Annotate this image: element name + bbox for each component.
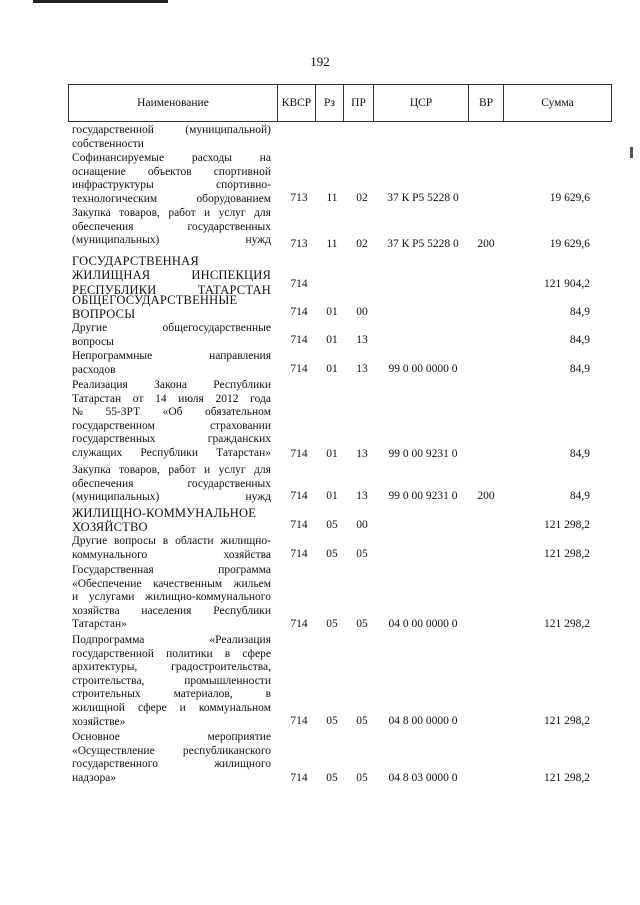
row-csr: 04 0 00 0000 0 xyxy=(388,618,458,631)
row-sum: 121 298,2 xyxy=(544,548,590,561)
table-row xyxy=(0,124,640,150)
row-name-line: Другие общегосударственные xyxy=(72,322,271,334)
row-name-line: государственного жилищного xyxy=(72,758,271,771)
row-name-line: (муниципальных) нужд xyxy=(72,234,271,247)
row-pr: 05 xyxy=(356,548,368,561)
row-name-line: инфраструктуры спортивно- xyxy=(72,179,271,192)
header-sum: Сумма xyxy=(541,97,574,109)
table-row xyxy=(0,152,640,206)
row-kvsr: 714 xyxy=(290,490,308,503)
row-name xyxy=(72,322,271,349)
row-rz: 05 xyxy=(326,715,338,728)
row-rz: 11 xyxy=(326,238,338,251)
row-name-line: архитектуры, градостроительства, xyxy=(72,661,271,674)
table-row xyxy=(0,535,640,562)
row-csr: 99 0 00 9231 0 xyxy=(388,448,458,461)
row-sum: 84,9 xyxy=(569,363,590,376)
row-vr: 200 xyxy=(477,490,495,503)
row-pr: 13 xyxy=(356,334,368,347)
row-rz: 01 xyxy=(326,334,338,347)
row-kvsr: 714 xyxy=(290,278,308,291)
row-name-line: Государственная программа xyxy=(72,564,271,576)
row-name-line: расходов xyxy=(72,363,116,376)
row-pr: 02 xyxy=(356,238,368,251)
row-sum: 121 298,2 xyxy=(544,519,590,532)
row-pr: 13 xyxy=(356,448,368,461)
row-kvsr: 714 xyxy=(290,363,308,376)
row-name xyxy=(72,207,271,248)
row-name-line: вопросы xyxy=(72,335,114,348)
row-name-line: Софинансируемые расходы на xyxy=(72,152,271,164)
row-name-line: ВОПРОСЫ xyxy=(72,307,136,322)
top-edge-mark xyxy=(33,0,168,3)
row-name-line: жилищной сфере и коммунальном xyxy=(72,701,271,714)
row-pr: 13 xyxy=(356,363,368,376)
row-name-line: коммунального хозяйства xyxy=(72,548,271,561)
row-pr: 05 xyxy=(356,715,368,728)
table-row xyxy=(0,506,640,533)
row-csr: 99 0 00 9231 0 xyxy=(388,490,458,503)
header-pr: ПР xyxy=(344,85,374,121)
header-vr: ВР xyxy=(469,85,504,121)
table-header xyxy=(68,84,612,122)
row-name xyxy=(72,564,271,632)
row-name-line: собственности xyxy=(72,137,144,150)
row-name xyxy=(72,124,271,151)
row-csr: 99 0 00 0000 0 xyxy=(388,363,458,376)
row-name-line: Закупка товаров, работ и услуг для xyxy=(72,464,271,476)
row-name-line: государственном страховании xyxy=(72,419,271,432)
row-csr: 37 К Р5 5228 0 xyxy=(387,192,459,205)
row-name-line: служащих Республики Татарстан» xyxy=(72,446,271,459)
row-name-line: Основное мероприятие xyxy=(72,731,271,743)
row-rz: 05 xyxy=(326,519,338,532)
row-sum: 19 629,6 xyxy=(549,192,590,205)
row-name-line: Закупка товаров, работ и услуг для xyxy=(72,207,271,219)
row-name-line: «Обеспечение качественным жильем xyxy=(72,577,271,590)
row-rz: 01 xyxy=(326,306,338,319)
row-name-line: (муниципальных) нужд xyxy=(72,491,271,504)
row-name-line: хозяйства населения Республики xyxy=(72,604,271,617)
row-name-line: государственных гражданских xyxy=(72,433,271,446)
row-sum: 84,9 xyxy=(569,448,590,461)
row-name xyxy=(72,379,271,461)
row-kvsr: 714 xyxy=(290,772,308,785)
row-name-line: Непрограммные направления xyxy=(72,350,271,362)
row-name xyxy=(72,634,271,729)
row-kvsr: 713 xyxy=(290,238,308,251)
row-sum: 121 298,2 xyxy=(544,618,590,631)
table-row xyxy=(0,379,640,462)
table-row xyxy=(0,322,640,348)
header-name: Наименование xyxy=(69,85,278,121)
row-name xyxy=(72,535,271,562)
row-name-line: строительства, промышленности xyxy=(72,674,271,687)
header-kvsr: КВСР xyxy=(278,85,316,121)
row-sum: 121 298,2 xyxy=(544,715,590,728)
row-name-line: Другие вопросы в области жилищно- xyxy=(72,535,271,547)
row-name-line: государственной политики в сфере xyxy=(72,647,271,660)
header-rz: Рз xyxy=(316,85,344,121)
table-row xyxy=(0,350,640,377)
table-row xyxy=(0,634,640,729)
row-sum: 84,9 xyxy=(569,306,590,319)
page-number: 192 xyxy=(310,54,330,69)
row-name-line: ХОЗЯЙСТВО xyxy=(72,520,148,535)
row-sum: 19 629,6 xyxy=(549,238,590,251)
row-name xyxy=(72,254,271,297)
row-name-line: Подпрограмма «Реализация xyxy=(72,634,271,646)
row-name-line: оснащение объектов спортивной xyxy=(72,165,271,178)
row-name xyxy=(72,293,271,322)
row-kvsr: 714 xyxy=(290,448,308,461)
row-name-line: Татарстан от 14 июля 2012 года xyxy=(72,392,271,405)
row-kvsr: 714 xyxy=(290,519,308,532)
row-pr: 05 xyxy=(356,618,368,631)
row-name-line: обеспечения государственных xyxy=(72,477,271,490)
row-sum: 84,9 xyxy=(569,490,590,503)
row-pr: 05 xyxy=(356,772,368,785)
row-pr: 02 xyxy=(356,192,368,205)
row-name-line: государственной (муниципальной) xyxy=(72,124,271,136)
table-row xyxy=(0,254,640,297)
row-name xyxy=(72,731,271,785)
row-name-line: обеспечения государственных xyxy=(72,220,271,233)
row-name xyxy=(72,464,271,505)
row-sum: 84,9 xyxy=(569,334,590,347)
row-kvsr: 714 xyxy=(290,618,308,631)
row-pr: 13 xyxy=(356,490,368,503)
row-name-line: строительных материалов, в xyxy=(72,688,271,701)
row-csr: 04 8 00 0000 0 xyxy=(388,715,458,728)
row-name-line: ГОСУДАРСТВЕННАЯ xyxy=(72,254,199,268)
row-name-line: ЖИЛИЩНАЯ ИНСПЕКЦИЯ xyxy=(72,268,271,283)
row-vr: 200 xyxy=(477,238,495,251)
table-row xyxy=(0,207,640,252)
row-rz: 01 xyxy=(326,448,338,461)
row-name-line: РЕСПУБЛИКИ ТАТАРСТАН xyxy=(72,282,271,297)
row-name-line: надзора» xyxy=(72,771,117,784)
row-pr: 00 xyxy=(356,519,368,532)
row-name-line: № 55-ЗРТ «Об обязательном xyxy=(72,406,271,419)
row-sum: 121 904,2 xyxy=(544,278,590,291)
row-kvsr: 714 xyxy=(290,715,308,728)
row-name-line: Реализация Закона Республики xyxy=(72,379,271,391)
row-rz: 05 xyxy=(326,772,338,785)
row-rz: 11 xyxy=(326,192,338,205)
row-name-line: хозяйстве» xyxy=(72,715,126,728)
header-csr: ЦСР xyxy=(374,85,469,121)
row-name-line: «Осуществление республиканского xyxy=(72,744,271,757)
row-pr: 00 xyxy=(356,306,368,319)
table-row xyxy=(0,464,640,504)
row-kvsr: 714 xyxy=(290,548,308,561)
table-row xyxy=(0,564,640,632)
row-name-line: и услугами жилищно-коммунального xyxy=(72,591,271,604)
row-rz: 05 xyxy=(326,618,338,631)
row-rz: 01 xyxy=(326,490,338,503)
row-csr: 04 8 03 0000 0 xyxy=(388,772,458,785)
row-rz: 05 xyxy=(326,548,338,561)
row-name-line: ОБЩЕГОСУДАРСТВЕННЫЕ xyxy=(72,293,238,307)
row-sum: 121 298,2 xyxy=(544,772,590,785)
row-name-line: технологическим оборудованием xyxy=(72,192,271,205)
row-name xyxy=(72,506,271,535)
row-kvsr: 714 xyxy=(290,306,308,319)
row-name-line: ЖИЛИЩНО-КОММУНАЛЬНОЕ xyxy=(72,506,257,520)
table-row xyxy=(0,293,640,320)
row-name xyxy=(72,350,271,377)
row-kvsr: 714 xyxy=(290,334,308,347)
row-name xyxy=(72,152,271,206)
table-row xyxy=(0,731,640,786)
row-kvsr: 713 xyxy=(290,192,308,205)
row-name-line: Татарстан» xyxy=(72,618,127,631)
row-rz: 01 xyxy=(326,363,338,376)
row-csr: 37 К Р5 5228 0 xyxy=(387,238,459,251)
